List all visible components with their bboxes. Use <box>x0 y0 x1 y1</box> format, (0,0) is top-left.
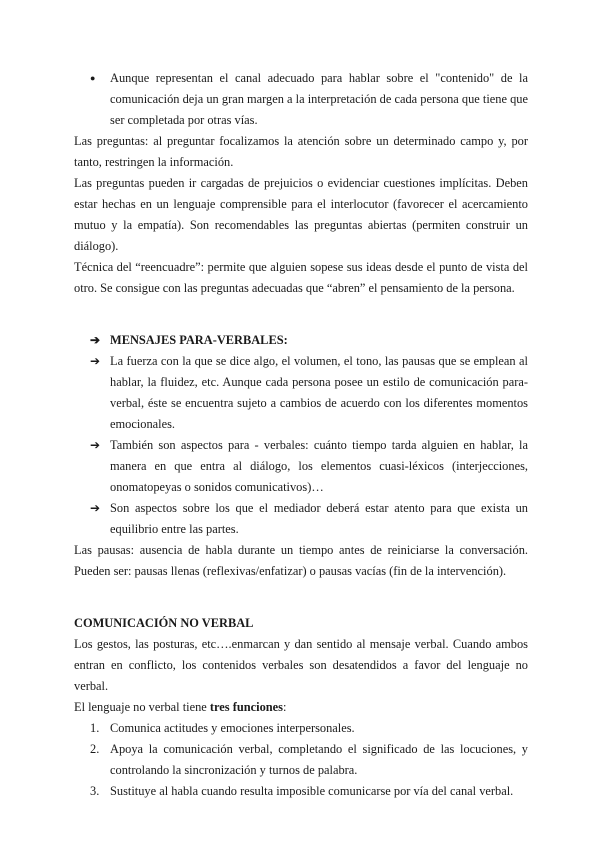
paraverbal-list <box>74 330 528 540</box>
list-item-text: Aunque representan el canal adecuado para hablar sobre el "contenido" de la comunicación deja un gran margen a la interpretación de cada persona que tiene que ser completada por otras vías. <box>110 71 528 127</box>
paragraph-no-verbal: Los gestos, las posturas, etc….enmarcan y dan sentido al mensaje verbal. Cuando ambos entran en conflicto, los contenidos verbales son desatendidos a favor del lenguaje no verbal. <box>74 637 528 693</box>
intro-bullet-list <box>74 68 528 131</box>
list-item-text: La fuerza con la que se dice algo, el volumen, el tono, las pausas que se emplean al hablar, la fluidez, etc. Aunque cada persona posee un estilo de comunicación para-verbal, éste se encuentra sujeto a cambios de acuerdo con los diferentes momentos emocionales. <box>110 354 528 431</box>
section-heading: MENSAJES PARA-VERBALES: <box>110 333 288 347</box>
list-number: 1. <box>90 721 100 735</box>
paraverbal-heading <box>74 330 528 351</box>
list-item-text: Apoya la comunicación verbal, completando el significado de las locuciones, y controlando la sincronización y turnos de palabra. <box>110 742 528 777</box>
paragraph-prejuicios: Las preguntas pueden ir cargadas de prejuicios o evidenciar cuestiones implícitas. Deben estar hechas en un lenguaje comprensible para el interlocutor (favorecer el acercamiento mutuo y la empatía). Son recomendables las preguntas abiertas (permiten construir un diálogo). <box>74 176 528 253</box>
list-item <box>74 718 528 739</box>
paragraph-preguntas: Las preguntas: al preguntar focalizamos la atención sobre un determinado campo y, por tanto, restringen la información. <box>74 134 528 169</box>
list-item-text: También son aspectos para - verbales: cuánto tiempo tarda alguien en hablar, la manera en que entra al diálogo, los elementos cuasi-léxicos (interjecciones, onomatopeyas o sonidos comunicativos)… <box>110 438 528 494</box>
bullet-icon: ● <box>90 73 96 83</box>
list-item <box>74 435 528 498</box>
arrow-right-icon: ➔ <box>90 333 101 347</box>
list-item <box>74 498 528 540</box>
list-number: 3. <box>90 784 100 798</box>
list-item <box>74 739 528 781</box>
spacer <box>74 582 528 603</box>
functions-bold: tres funciones <box>209 700 283 714</box>
arrow-right-icon: ➔ <box>90 438 101 452</box>
spacer <box>74 299 528 320</box>
section-heading-no-verbal: COMUNICACIÓN NO VERBAL <box>74 616 254 630</box>
paragraph-functions <box>74 697 528 718</box>
list-item <box>74 351 528 435</box>
paragraph-reencuadre: Técnica del “reencuadre”: permite que alguien sopese sus ideas desde el punto de vista del otro. Se consigue con las preguntas adecuadas que “abren” el pensamiento de la persona. <box>74 260 528 295</box>
list-number: 2. <box>90 742 100 756</box>
paragraph-pausas: Las pausas: ausencia de habla durante un tiempo antes de reiniciarse la conversación. Pueden ser: pausas llenas (reflexivas/enfatizar) o pausas vacías (fin de la intervención). <box>74 543 528 578</box>
arrow-right-icon: ➔ <box>90 501 101 515</box>
list-item-text: Comunica actitudes y emociones interpersonales. <box>110 721 355 735</box>
spacer <box>74 603 528 613</box>
arrow-right-icon: ➔ <box>90 354 101 368</box>
functions-list <box>74 718 528 802</box>
list-item <box>74 68 528 131</box>
list-item-text: Sustituye al habla cuando resulta imposible comunicarse por vía del canal verbal. <box>110 784 514 798</box>
functions-suffix: : <box>283 700 287 714</box>
page-content <box>74 68 528 802</box>
spacer <box>74 320 528 330</box>
list-item-text: Son aspectos sobre los que el mediador deberá estar atento para que exista un equilibrio entre las partes. <box>110 501 528 536</box>
list-item <box>74 781 528 802</box>
functions-prefix: El lenguaje no verbal tiene <box>74 700 210 714</box>
